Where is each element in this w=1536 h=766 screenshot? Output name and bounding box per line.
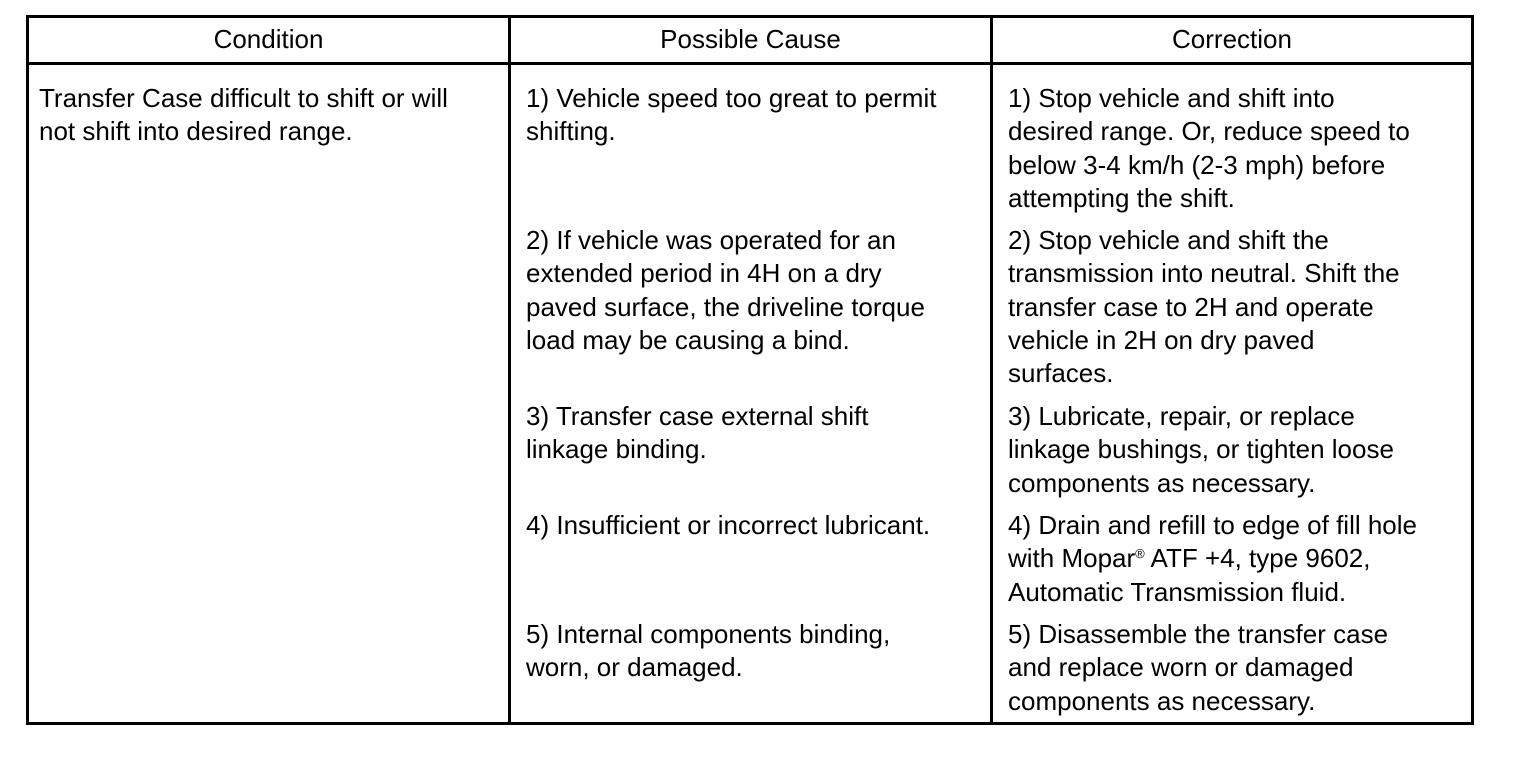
header-correction: Correction	[1172, 24, 1292, 54]
registered-mark: ®	[1135, 546, 1145, 562]
correction-cell: 2) Stop vehicle and shift the transmission into neutral. Shift the transfer case to 2H and operate vehicle in 2H on dry paved surfaces.	[1008, 225, 1400, 389]
header-condition: Condition	[213, 24, 324, 54]
correction-cell: 1) Stop vehicle and shift into desired range. Or, reduce speed to below 3-4 km/h (2-3 mph) before attempting the shift.	[1008, 83, 1410, 213]
correction-cell	[1008, 509, 1473, 609]
column-divider	[990, 18, 993, 722]
cause-cell: 1) Vehicle speed too great to permit shifting.	[526, 83, 937, 147]
cause-cell: 4) Insufficient or incorrect lubricant.	[526, 510, 931, 540]
correction-cell: 5) Disassemble the transfer case and replace worn or damaged components as necessary.	[1008, 619, 1389, 716]
condition-cell: Transfer Case difficult to shift or will not shift into desired range.	[39, 83, 448, 147]
correction-text-part: 4) Drain and refill to edge of fill hole with Mopar	[1008, 510, 1418, 574]
cause-cell: 5) Internal components binding, worn, or damaged.	[526, 619, 891, 683]
column-divider	[508, 18, 511, 722]
header-divider	[29, 62, 1471, 65]
diagnosis-table	[26, 15, 1474, 725]
cause-cell: 2) If vehicle was operated for an extended period in 4H on a dry paved surface, the driveline torque load may be causing a bind.	[526, 225, 925, 355]
header-possible-cause: Possible Cause	[660, 24, 841, 54]
correction-cell: 3) Lubricate, repair, or replace linkage bushings, or tighten loose components as necessary.	[1008, 401, 1394, 498]
correction-text-part: ATF +4, type 9602, Automatic Transmission fluid.	[1008, 543, 1371, 607]
cause-cell: 3) Transfer case external shift linkage binding.	[526, 401, 869, 465]
